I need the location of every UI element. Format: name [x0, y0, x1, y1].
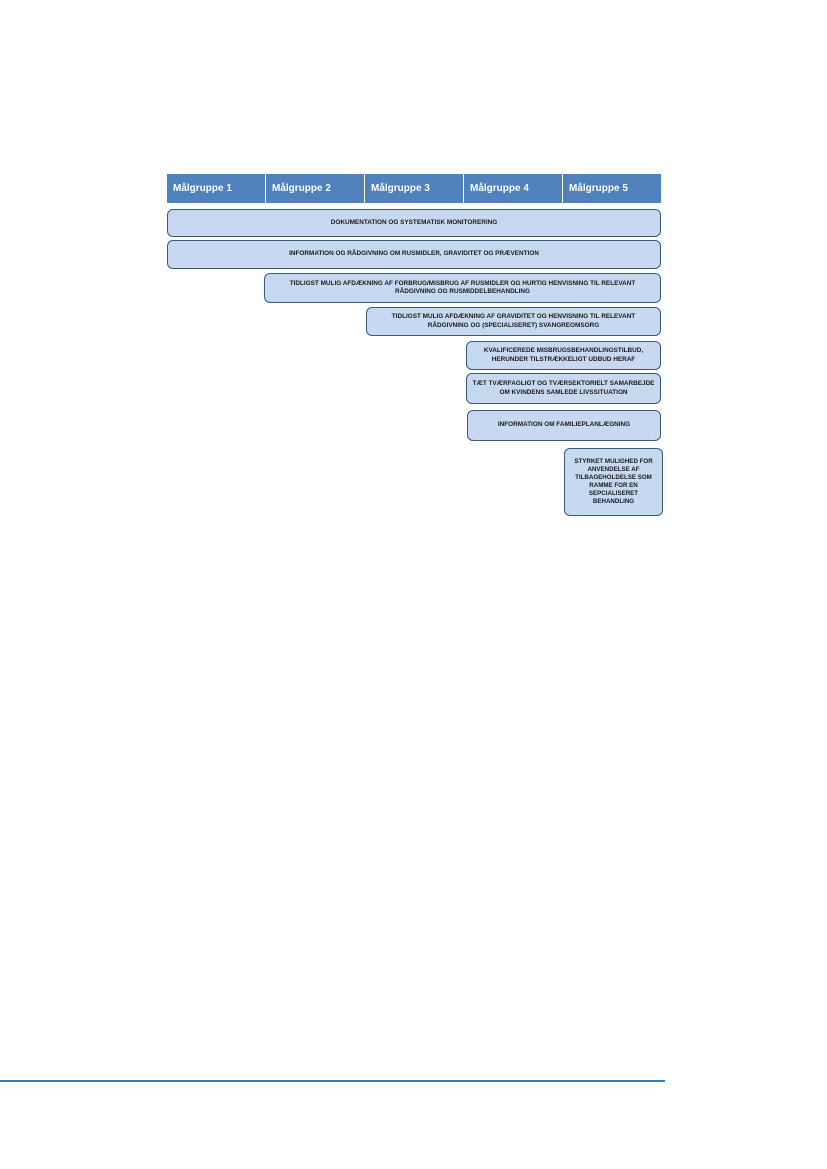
interdisciplinary-cooperation-box: TÆT TVÆRFAGLIGT OG TVÆRSEKTORIELT SAMARBEJDE OM KVINDENS SAMLEDE LIVSSITUATION: [466, 373, 661, 404]
documentation-monitoring-box: DOKUMENTATION OG SYSTEMATISK MONITORERING: [167, 209, 661, 237]
early-pregnancy-detection-box: TIDLIGST MULIG AFDÆKNING AF GRAVIDITET OG HENVISNING TIL RELEVANT RÅDGIVNING OG (SPECIALISERET) SVANGREOMSORG: [366, 307, 661, 336]
target-group-header-row: [167, 174, 661, 203]
qualified-treatment-box: KVALIFICEREDE MISBRUGSBEHANDLINGSTILBUD, HERUNDER TILSTRÆKKELIGT UDBUD HERAF: [466, 341, 661, 370]
footer-divider: [0, 1080, 665, 1082]
target-group-4-header: Målgruppe 4: [464, 174, 563, 203]
target-group-3-header: Målgruppe 3: [365, 174, 464, 203]
retention-treatment-box: STYRKET MULIGHED FOR ANVENDELSE AF TILBAGEHOLDELSE SOM RAMME FOR EN SEPCIALISERET BEHANDLING: [564, 448, 663, 516]
information-counseling-box: INFORMATION OG RÅDGIVNING OM RUSMIDLER, GRAVIDITET OG PRÆVENTION: [167, 240, 661, 269]
target-group-5-header: Målgruppe 5: [563, 174, 661, 203]
early-substance-detection-box: TIDLIGST MULIG AFDÆKNING AF FORBRUG/MISBRUG AF RUSMIDLER OG HURTIG HENVISNING TIL RELEVANT RÅDGIVNING OG RUSMIDDELBEHANDLING: [264, 273, 661, 303]
family-planning-box: INFORMATION OM FAMILIEPLANLÆGNING: [467, 410, 661, 441]
target-group-1-header: Målgruppe 1: [167, 174, 266, 203]
target-group-2-header: Målgruppe 2: [266, 174, 365, 203]
